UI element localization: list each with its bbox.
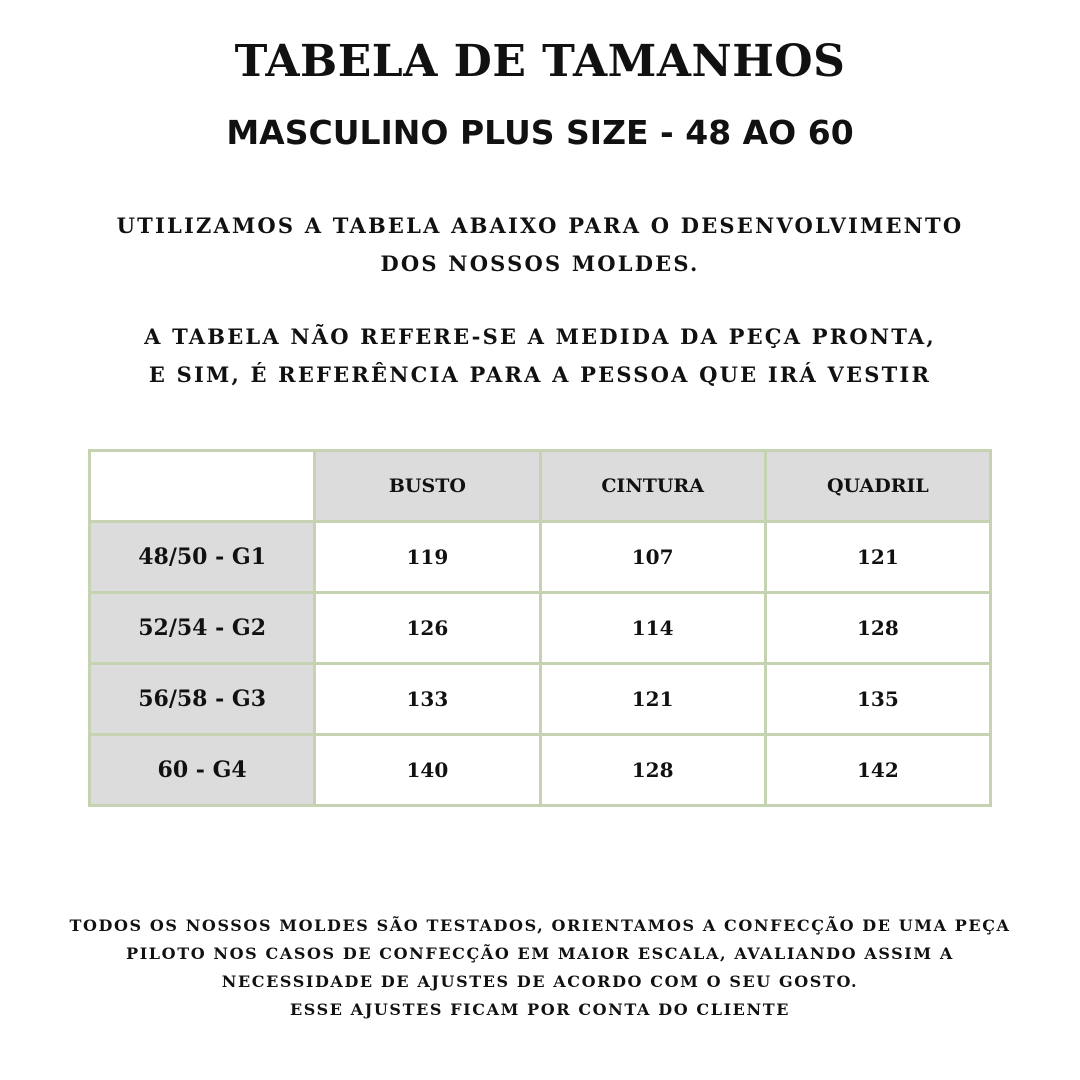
row-size-label: 60 - G4 [90, 735, 315, 806]
cell-cintura: 128 [540, 735, 765, 806]
cell-cintura: 107 [540, 522, 765, 593]
cell-busto: 133 [315, 664, 540, 735]
cell-quadril: 128 [765, 593, 990, 664]
cell-busto: 126 [315, 593, 540, 664]
page-title: TABELA DE TAMANHOS [234, 36, 846, 87]
cell-cintura: 114 [540, 593, 765, 664]
footer-note [0, 912, 1080, 1024]
row-size-label: 48/50 - G1 [90, 522, 315, 593]
row-size-label: 52/54 - G2 [90, 593, 315, 664]
table-row [90, 664, 991, 735]
intro-line: UTILIZAMOS A TABELA ABAIXO PARA O DESENVOLVIMENTO [116, 213, 964, 238]
cell-quadril: 142 [765, 735, 990, 806]
cell-busto: 119 [315, 522, 540, 593]
column-header-cintura: CINTURA [540, 451, 765, 522]
page-subtitle: MASCULINO PLUS SIZE - 48 AO 60 [226, 113, 854, 152]
intro-line: E SIM, É REFERÊNCIA PARA A PESSOA QUE IRÁ VESTIR [148, 362, 932, 387]
footer-line: TODOS OS NOSSOS MOLDES SÃO TESTADOS, ORIENTAMOS A CONFECÇÃO DE UMA PEÇA [69, 916, 1011, 935]
intro-line: A TABELA NÃO REFERE-SE A MEDIDA DA PEÇA PRONTA, [144, 324, 936, 349]
intro-line: DOS NOSSOS MOLDES. [380, 251, 700, 276]
footer-line: PILOTO NOS CASOS DE CONFECÇÃO EM MAIOR ESCALA, AVALIANDO ASSIM A [126, 944, 954, 963]
table-row [90, 735, 991, 806]
size-table [88, 449, 992, 807]
intro-paragraph-2 [0, 318, 1080, 394]
cell-busto: 140 [315, 735, 540, 806]
column-header-busto: BUSTO [315, 451, 540, 522]
cell-quadril: 121 [765, 522, 990, 593]
cell-cintura: 121 [540, 664, 765, 735]
table-corner-cell [90, 451, 315, 522]
table-row [90, 593, 991, 664]
footer-line: NECESSIDADE DE AJUSTES DE ACORDO COM O SEU GOSTO. [221, 972, 859, 991]
footer-line: ESSE AJUSTES FICAM POR CONTA DO CLIENTE [289, 1000, 791, 1019]
cell-quadril: 135 [765, 664, 990, 735]
table-header-row [90, 451, 991, 522]
row-size-label: 56/58 - G3 [90, 664, 315, 735]
table-row [90, 522, 991, 593]
intro-paragraph-1 [0, 207, 1080, 283]
column-header-quadril: QUADRIL [765, 451, 990, 522]
